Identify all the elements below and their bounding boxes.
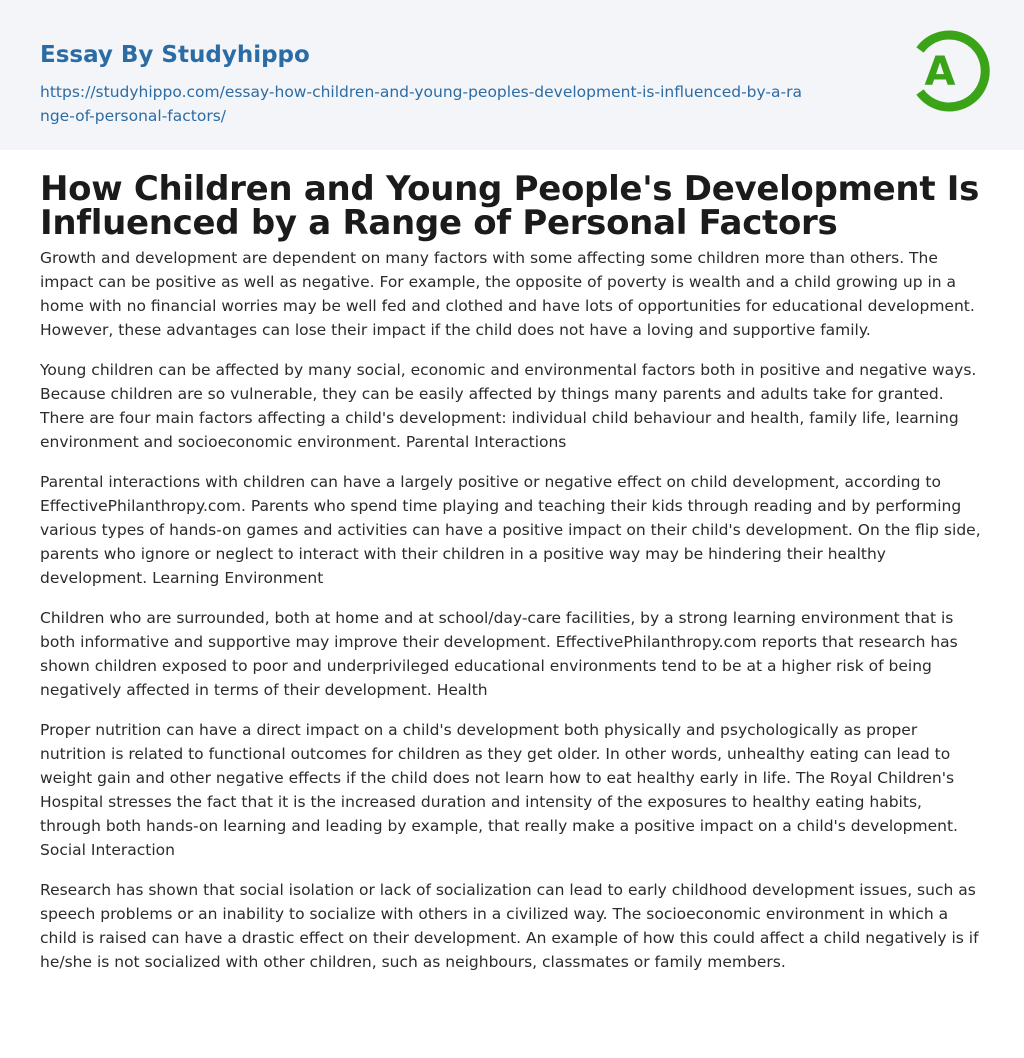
site-brand[interactable]: Essay By Studyhippo — [40, 42, 310, 68]
essay-paragraph: Parental interactions with children can have a largely positive or negative effect on child development, according to EffectivePhilanthropy.com. Parents who spend time playing and teaching their kids through reading and by performing various types of hands-on games and activities can have a positive impact on their child's development. On the flip side, parents who ignore or neglect to interact with their children in a positive way may be hindering their healthy development. Learning Environment — [40, 473, 981, 587]
essay-paragraph: Young children can be affected by many social, economic and environmental factors both in positive and negative ways. Because children are so vulnerable, they can be easily affected by things many parents and adults take for granted. There are four main factors affecting a child's development: individual child behaviour and health, family life, learning environment and socioeconomic environment. Parental Interactions — [40, 361, 977, 451]
studyhippo-logo-icon[interactable] — [908, 26, 990, 118]
essay-title: How Children and Young People's Development Is Influenced by a Range of Personal Factors — [40, 169, 980, 243]
site-header — [0, 0, 1024, 150]
essay-url-link[interactable]: https://studyhippo.com/essay-how-children-and-young-peoples-development-is-influenced-by-a-range-of-personal-factors/ — [40, 83, 802, 125]
essay-paragraph: Research has shown that social isolation or lack of socialization can lead to early childhood development issues, such as speech problems or an inability to socialize with others in a civilized way. The socioeconomic environment in which a child is raised can have a drastic effect on their development. An example of how this could affect a child negatively is if he/she is not socialized with other children, such as neighbours, classmates or family members. — [40, 881, 979, 971]
essay-paragraph: Proper nutrition can have a direct impact on a child's development both physically and psychologically as proper nutrition is related to functional outcomes for children as they get older. In other words, unhealthy eating can lead to weight gain and other negative effects if the child does not learn how to eat healthy early in life. The Royal Children's Hospital stresses the fact that it is the increased duration and intensity of the exposures to healthy eating habits, through both hands-on learning and leading by example, that really make a positive impact on a child's development. Social Interaction — [40, 721, 958, 859]
essay-content — [0, 169, 1024, 974]
essay-paragraph: Growth and development are dependent on many factors with some affecting some children more than others. The impact can be positive as well as negative. For example, the opposite of poverty is wealth and a child growing up in a home with no financial worries may be well fed and clothed and have lots of opportunities for educational development. However, these advantages can lose their impact if the child does not have a loving and supportive family. — [40, 249, 975, 339]
essay-paragraph: Children who are surrounded, both at home and at school/day-care facilities, by a strong learning environment that is both informative and supportive may improve their development. EffectivePhilanthropy.com reports that research has shown children exposed to poor and underprivileged educational environments tend to be at a higher risk of being negatively affected in terms of their development. Health — [40, 609, 958, 699]
logo-letter: A — [924, 49, 956, 95]
